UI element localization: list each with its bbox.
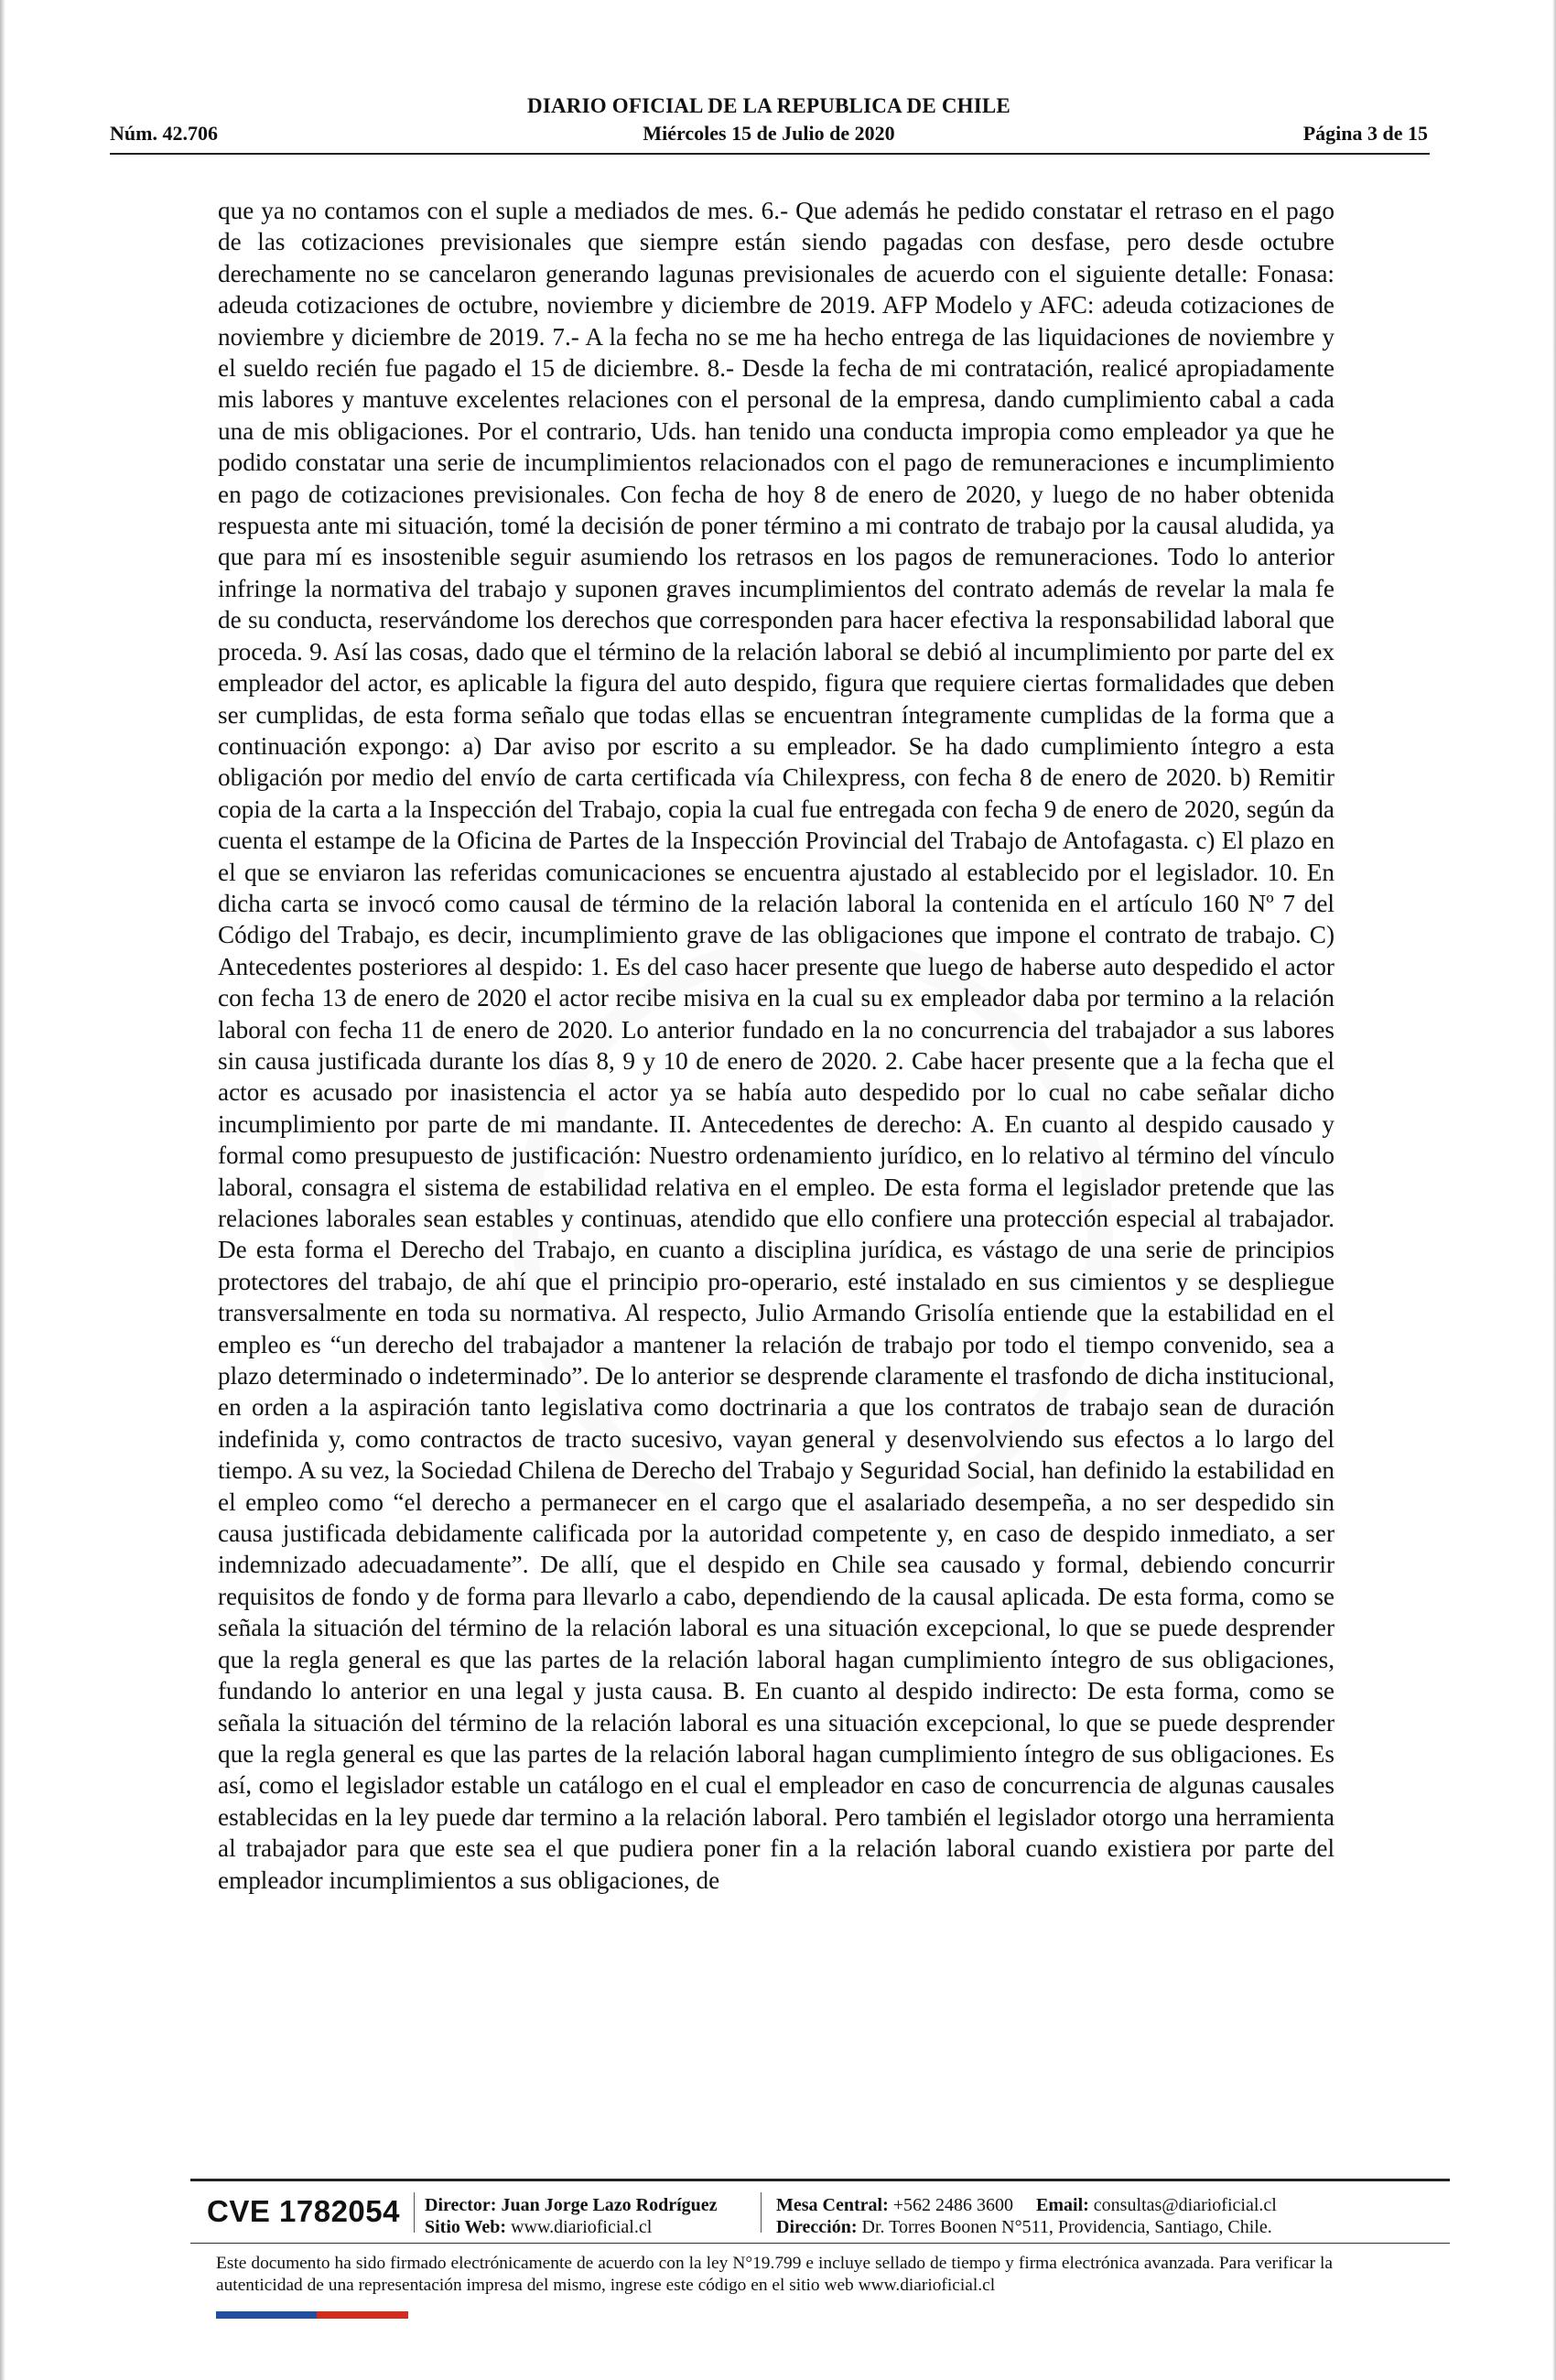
chile-flag-stripe-icon (216, 2311, 408, 2319)
document-body-paragraph: que ya no contamos con el suple a mediados de mes. 6.- Que además he pedido constatar el retraso en el pago de las cotizaciones previsionales que siempre están siendo pagadas con desfase, pero desde octubre derechamente no se cancelaron generando lagunas previsionales de acuerdo con el siguiente detalle: Fonasa: adeuda cotizaciones de octubre, noviembre y diciembre de 2019. AFP Modelo y AFC: adeuda cotizaciones de noviembre y diciembre de 2019. 7.- A la fecha no se me ha hecho entrega de las liquidaciones de noviembre y el sueldo recién fue pagado el 15 de diciembre. 8.- Desde la fecha de mi contratación, realicé apropiadamente mis labores y mantuve excelentes relaciones con el personal de la empresa, dando cumplimiento cabal a cada una de mis obligaciones. Por el contrario, Uds. han tenido una conducta impropia como empleador ya que he podido constatar una serie de incumplimientos relacionados con el pago de remuneraciones e incumplimiento en pago de cotizaciones previsionales. Con fecha de hoy 8 de enero de 2020, y luego de no haber obtenida respuesta ante mi situación, tomé la decisión de poner término a mi contrato de trabajo por la causal aludida, ya que para mí es insostenible seguir asumiendo los retrasos en los pagos de remuneraciones. Todo lo anterior infringe la normativa del trabajo y suponen graves incumplimientos del contrato además de revelar la mala fe de su conducta, reservándome los derechos que corresponden para hacer efectiva la responsabilidad laboral que proceda. 9. Así las cosas, dado que el término de la relación laboral se debió al incumplimiento por parte del ex empleador del actor, es aplicable la figura del auto despido, figura que requiere ciertas formalidades que deben ser cumplidas, de esta forma señalo que todas ellas se encuentran íntegramente cumplidas de la forma que a continuación expongo: a) Dar aviso por escrito a su empleador. Se ha dado cumplimiento íntegro a esta obligación por medio del envío de carta certificada vía Chilexpress, con fecha 8 de enero de 2020. b) Remitir copia de la carta a la Inspección del Trabajo, copia la cual fue entregada con fecha 9 de enero de 2020, según da cuenta el estampe de la Oficina de Partes de la Inspección Provincial del Trabajo de Antofagasta. c) El plazo en el que se enviaron las referidas comunicaciones se encuentra ajustado al establecido por el legislador. 10. En dicha carta se invocó como causal de término de la relación laboral la contenida en el artículo 160 Nº 7 del Código del Trabajo, es decir, incumplimiento grave de las obligaciones que impone el contrato de trabajo. C) Antecedentes posteriores al despido: 1. Es del caso hacer presente que luego de haberse auto despedido el actor con fecha 13 de enero de 2020 el actor recibe misiva en la cual su ex empleador daba por termino a la relación laboral con fecha 11 de enero de 2020. Lo anterior fundado en la no concurrencia del trabajador a sus labores sin causa justificada durante los días 8, 9 y 10 de enero de 2020. 2. Cabe hacer presente que a la fecha que el actor es acusado por inasistencia el actor ya se había auto despedido por lo cual no cabe señalar dicho incumplimiento por parte de mi mandante. II. Antecedentes de derecho: A. En cuanto al despido causado y formal como presupuesto de justificación: Nuestro ordenamiento jurídico, en lo relativo al término del vínculo laboral, consagra el sistema de estabilidad relativa en el empleo. De esta forma el legislador pretende que las relaciones laborales sean estables y continuas, atendido que ello confiere una protección especial al trabajador. De esta forma el Derecho del Trabajo, en cuanto a disciplina jurídica, es vástago de una serie de principios protectores del trabajo, de ahí que el principio pro-operario, esté instalado en sus cimientos y se despliegue transversalmente en toda su normativa. Al respecto, Julio Armando Grisolía entiende que la estabilidad en el empleo es “un derecho del trabajador a mantener la relación de trabajo por todo el tiempo convenido, sea a plazo determinado o indeterminado”. De lo anterior se desprende claramente el trasfondo de dicha institucional, en orden a la aspiración tanto legislativa como doctrinaria a que los contratos de trabajo sean de duración indefinida y, como contractos de tracto sucesivo, vayan general y desenvolviendo sus efectos a lo largo del tiempo. A su vez, la Sociedad Chilena de Derecho del Trabajo y Seguridad Social, han definido la estabilidad en el empleo como “el derecho a permanecer en el cargo que el asalariado desempeña, a no ser despedido sin causa justificada debidamente calificada por la autoridad competente y, en caso de despido inmediato, a ser indemnizado adecuadamente”. De allí, que el despido en Chile sea causado y formal, debiendo concurrir requisitos de fondo y de forma para llevarlo a cabo, dependiendo de la causal aplicada. De esta forma, como se señala la situación del término de la relación laboral es una situación excepcional, lo que se puede desprender que la regla general es que las partes de la relación laboral hagan cumplimiento íntegro de sus obligaciones, fundando lo anterior en una legal y justa causa. B. En cuanto al despido indirecto: De esta forma, como se señala la situación del término de la relación laboral es una situación excepcional, lo que se puede desprender que la regla general es que las partes de la relación laboral hagan cumplimiento íntegro de sus obligaciones. Es así, como el legislador estable un catálogo en el cual el empleador en caso de concurrencia de algunas causales establecidas en la ley puede dar termino a la relación laboral. Pero también el legislador otorgo una herramienta al trabajador para que este sea el que pudiera poner fin a la relación laboral cuando existiera por parte del empleador incumplimientos a sus obligaciones, de (218, 197, 1334, 1894)
address-text: Dr. Torres Boonen N°511, Providencia, Santiago, Chile. (861, 2217, 1272, 2237)
director-label: Director: (425, 2195, 497, 2215)
page-indicator: Página 3 de 15 (1302, 122, 1428, 145)
footer-contact-block (776, 2194, 1277, 2238)
site-link[interactable]: www.diarioficial.cl (511, 2217, 653, 2237)
page-footer (190, 2181, 1450, 2242)
header-divider (110, 153, 1430, 155)
footer-director-block (425, 2194, 718, 2238)
footer-separator (414, 2192, 415, 2233)
electronic-signature-notice: Este documento ha sido firmado electrónicamente de acuerdo con la ley N°19.799 e incluye sellado de tiempo y firma electrónica avanzada. Para verificar la autenticidad de una representación impresa del mismo, ingrese este código en el sitio web www.diarioficial.cl (216, 2254, 1333, 2295)
cve-code: CVE 1782054 (207, 2194, 400, 2228)
phone-label: Mesa Central: (776, 2195, 889, 2215)
email-label: Email: (1036, 2195, 1089, 2215)
footer-separator (761, 2192, 762, 2233)
page-edge-shadow-right (1552, 0, 1556, 2380)
director-name: Juan Jorge Lazo Rodríguez (501, 2195, 718, 2215)
publication-title: DIARIO OFICIAL DE LA REPUBLICA DE CHILE (527, 94, 1010, 117)
phone-number: +562 2486 3600 (892, 2195, 1014, 2215)
issue-number: Núm. 42.706 (110, 122, 218, 145)
flag-stripe-red (317, 2311, 408, 2319)
page-header (110, 94, 1428, 151)
flag-stripe-blue (216, 2311, 317, 2319)
site-label: Sitio Web: (425, 2217, 507, 2237)
address-label: Dirección: (776, 2217, 858, 2237)
page-edge-shadow-left (0, 0, 5, 2380)
email-link[interactable]: consultas@diarioficial.cl (1093, 2195, 1277, 2215)
footer-divider-bottom (190, 2243, 1450, 2244)
issue-date: Miércoles 15 de Julio de 2020 (643, 122, 895, 145)
